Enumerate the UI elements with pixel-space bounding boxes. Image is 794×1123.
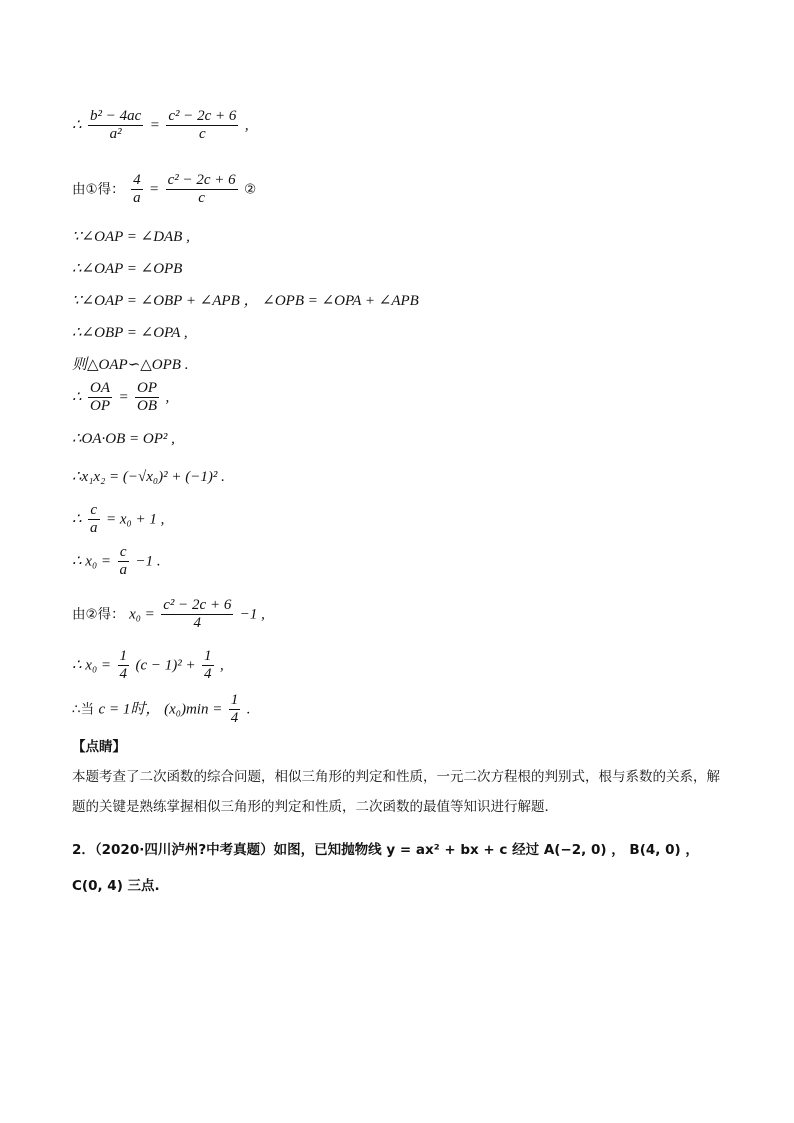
equation-line-3: ∵∠OAP = ∠DAB , bbox=[72, 229, 190, 245]
line-prefix: ∴当 bbox=[72, 701, 95, 718]
denominator: 4 bbox=[230, 710, 239, 726]
fraction-1 bbox=[118, 648, 130, 683]
fraction bbox=[229, 692, 241, 727]
denominator: OB bbox=[137, 398, 158, 414]
expression-lead: ∴ x₀ = bbox=[72, 657, 112, 674]
expression-tail: −1 . bbox=[135, 553, 161, 570]
equation-line-2 bbox=[72, 172, 256, 207]
equals-sign: = bbox=[149, 181, 160, 198]
expression-tail: −1 , bbox=[239, 606, 265, 623]
line-prefix: 由②得： bbox=[72, 606, 125, 623]
denominator: 4 bbox=[119, 666, 127, 682]
fraction bbox=[88, 502, 100, 537]
fraction-right bbox=[135, 380, 159, 415]
equation-line-13 bbox=[72, 597, 265, 632]
denominator: c bbox=[199, 126, 206, 142]
fraction-left bbox=[88, 108, 143, 143]
denominator: 4 bbox=[193, 615, 202, 631]
numerator: 1 bbox=[204, 648, 212, 664]
equation-line-7: 则△OAP∽△OPB . bbox=[72, 357, 189, 373]
fraction-right bbox=[166, 172, 238, 207]
fraction-right bbox=[166, 108, 238, 143]
fraction bbox=[118, 544, 130, 579]
equation-label: ② bbox=[244, 181, 257, 198]
equation-line-11 bbox=[72, 502, 164, 537]
fraction-left bbox=[131, 172, 143, 207]
question-2-text: 2．（2020·四川泸州?中考真题）如图，已知抛物线 y = ax² + bx + c 经过 A(−2, 0) ， B(4, 0) ， C(0, 4) 三点. bbox=[72, 842, 699, 894]
numerator: c bbox=[88, 502, 100, 520]
section-heading-dianjing: 【点睛】 bbox=[72, 739, 126, 755]
denominator: a² bbox=[109, 126, 122, 142]
fraction-left bbox=[88, 380, 112, 415]
punctuation: . bbox=[246, 701, 251, 718]
fraction bbox=[161, 597, 233, 632]
line-prefix: 由①得： bbox=[72, 181, 125, 198]
denominator: c bbox=[198, 190, 205, 206]
denominator: 4 bbox=[204, 666, 212, 682]
equation-line-1 bbox=[72, 108, 249, 143]
equation-line-5: ∵∠OAP = ∠OBP + ∠APB ， ∠OPB = ∠OPA + ∠APB bbox=[72, 293, 419, 309]
equals-sign: = bbox=[149, 117, 160, 134]
equation-line-10: ∴x₁x₂ = (−√x₀)² + (−1)² . bbox=[72, 469, 225, 485]
therefore-symbol: ∴ bbox=[72, 117, 82, 134]
equation-line-12 bbox=[72, 544, 161, 579]
equation-line-15 bbox=[72, 692, 250, 727]
expression-lead: x₀ = bbox=[129, 606, 155, 623]
numerator: c bbox=[118, 544, 130, 562]
expression-middle: (c − 1)² + bbox=[135, 657, 196, 674]
punctuation: , bbox=[165, 389, 170, 406]
equation-line-14 bbox=[72, 648, 224, 683]
numerator: 1 bbox=[230, 692, 239, 708]
denominator: a bbox=[90, 520, 98, 536]
punctuation: , bbox=[244, 117, 249, 134]
fraction-2 bbox=[202, 648, 214, 683]
numerator: c² − 2c + 6 bbox=[167, 172, 236, 188]
numerator: b² − 4ac bbox=[90, 108, 142, 124]
numerator: 1 bbox=[119, 648, 127, 664]
equation-line-9: ∴OA·OB = OP² , bbox=[72, 431, 175, 447]
numerator: c² − 2c + 6 bbox=[163, 597, 232, 613]
numerator: 4 bbox=[133, 172, 141, 188]
equation-line-8 bbox=[72, 380, 169, 415]
condition: c = 1时， (x₀)min = bbox=[98, 701, 223, 718]
numerator: OA bbox=[90, 380, 110, 396]
denominator: OP bbox=[90, 398, 110, 414]
punctuation: , bbox=[220, 657, 224, 674]
expression-tail: = x₀ + 1 , bbox=[105, 511, 165, 528]
comment-paragraph: 本题考查了二次函数的综合问题，相似三角形的判定和性质，一元二次方程根的判别式，根与系数的关系，解题的关键是熟练掌握相似三角形的判定和性质，二次函数的最值等知识进行解题． bbox=[72, 769, 720, 815]
equals-sign: = bbox=[118, 389, 129, 406]
numerator: OP bbox=[137, 380, 158, 396]
therefore-symbol: ∴ bbox=[72, 511, 82, 528]
therefore-symbol: ∴ bbox=[72, 389, 82, 406]
denominator: a bbox=[119, 562, 127, 578]
denominator: a bbox=[133, 190, 141, 206]
equation-line-6: ∴∠OBP = ∠OPA , bbox=[72, 325, 188, 341]
numerator: c² − 2c + 6 bbox=[168, 108, 237, 124]
expression-lead: ∴ x₀ = bbox=[72, 553, 112, 570]
equation-line-4: ∴∠OAP = ∠OPB bbox=[72, 261, 183, 277]
